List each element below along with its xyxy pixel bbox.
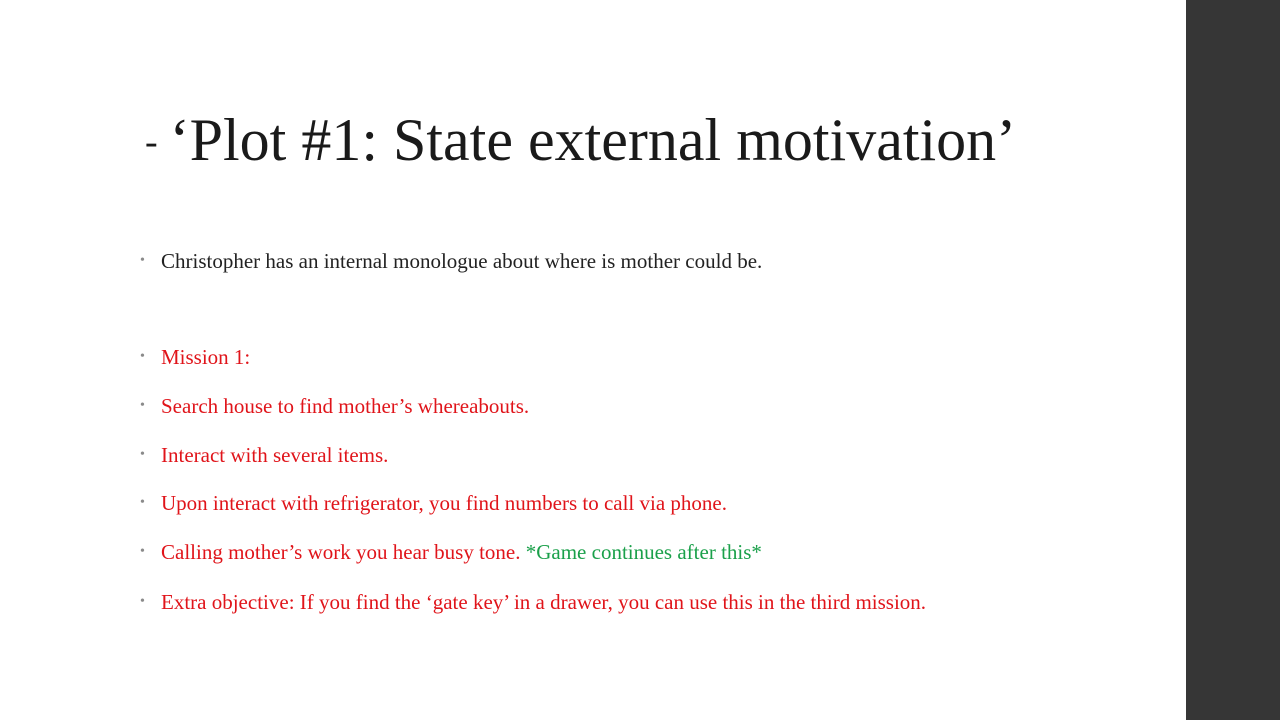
bullet-item-busy-tone	[140, 538, 1061, 566]
bullet-dot: •	[140, 544, 145, 559]
bullet-dot: •	[140, 594, 145, 609]
bullet-item-mission-heading	[140, 343, 1061, 371]
bullet-item-interact-items	[140, 441, 1061, 469]
bullet-dot: •	[140, 398, 145, 413]
bullet-text: Christopher has an internal monologue about where is mother could be.	[161, 249, 763, 273]
bullet-text: Interact with several items.	[161, 443, 389, 467]
bullet-item-search-house	[140, 392, 1061, 420]
bullet-text: Extra objective: If you find the ‘gate key’ in a drawer, you can use this in the third mission.	[161, 590, 927, 614]
bullet-item-monologue	[140, 247, 1061, 275]
bullet-text: Calling mother’s work you hear busy tone.	[161, 540, 526, 564]
bullet-item-refrigerator	[140, 489, 1061, 517]
title-dash: -	[145, 121, 158, 163]
slide-title	[145, 100, 1145, 182]
bullet-text: Mission 1:	[161, 345, 251, 369]
right-side-bar	[1186, 0, 1280, 720]
bullet-dot: •	[140, 495, 145, 510]
bullet-dot: •	[140, 253, 145, 268]
bullet-dot: •	[140, 447, 145, 462]
bullet-dot: •	[140, 349, 145, 364]
bullet-text: Upon interact with refrigerator, you find numbers to call via phone.	[161, 491, 727, 515]
title-text: ‘Plot #1: State external motivation’	[169, 107, 1017, 173]
bullet-item-extra-objective	[140, 588, 1061, 616]
bullet-text: Search house to find mother’s whereabouts.	[161, 394, 530, 418]
game-continues-note: *Game continues after this*	[525, 540, 762, 564]
